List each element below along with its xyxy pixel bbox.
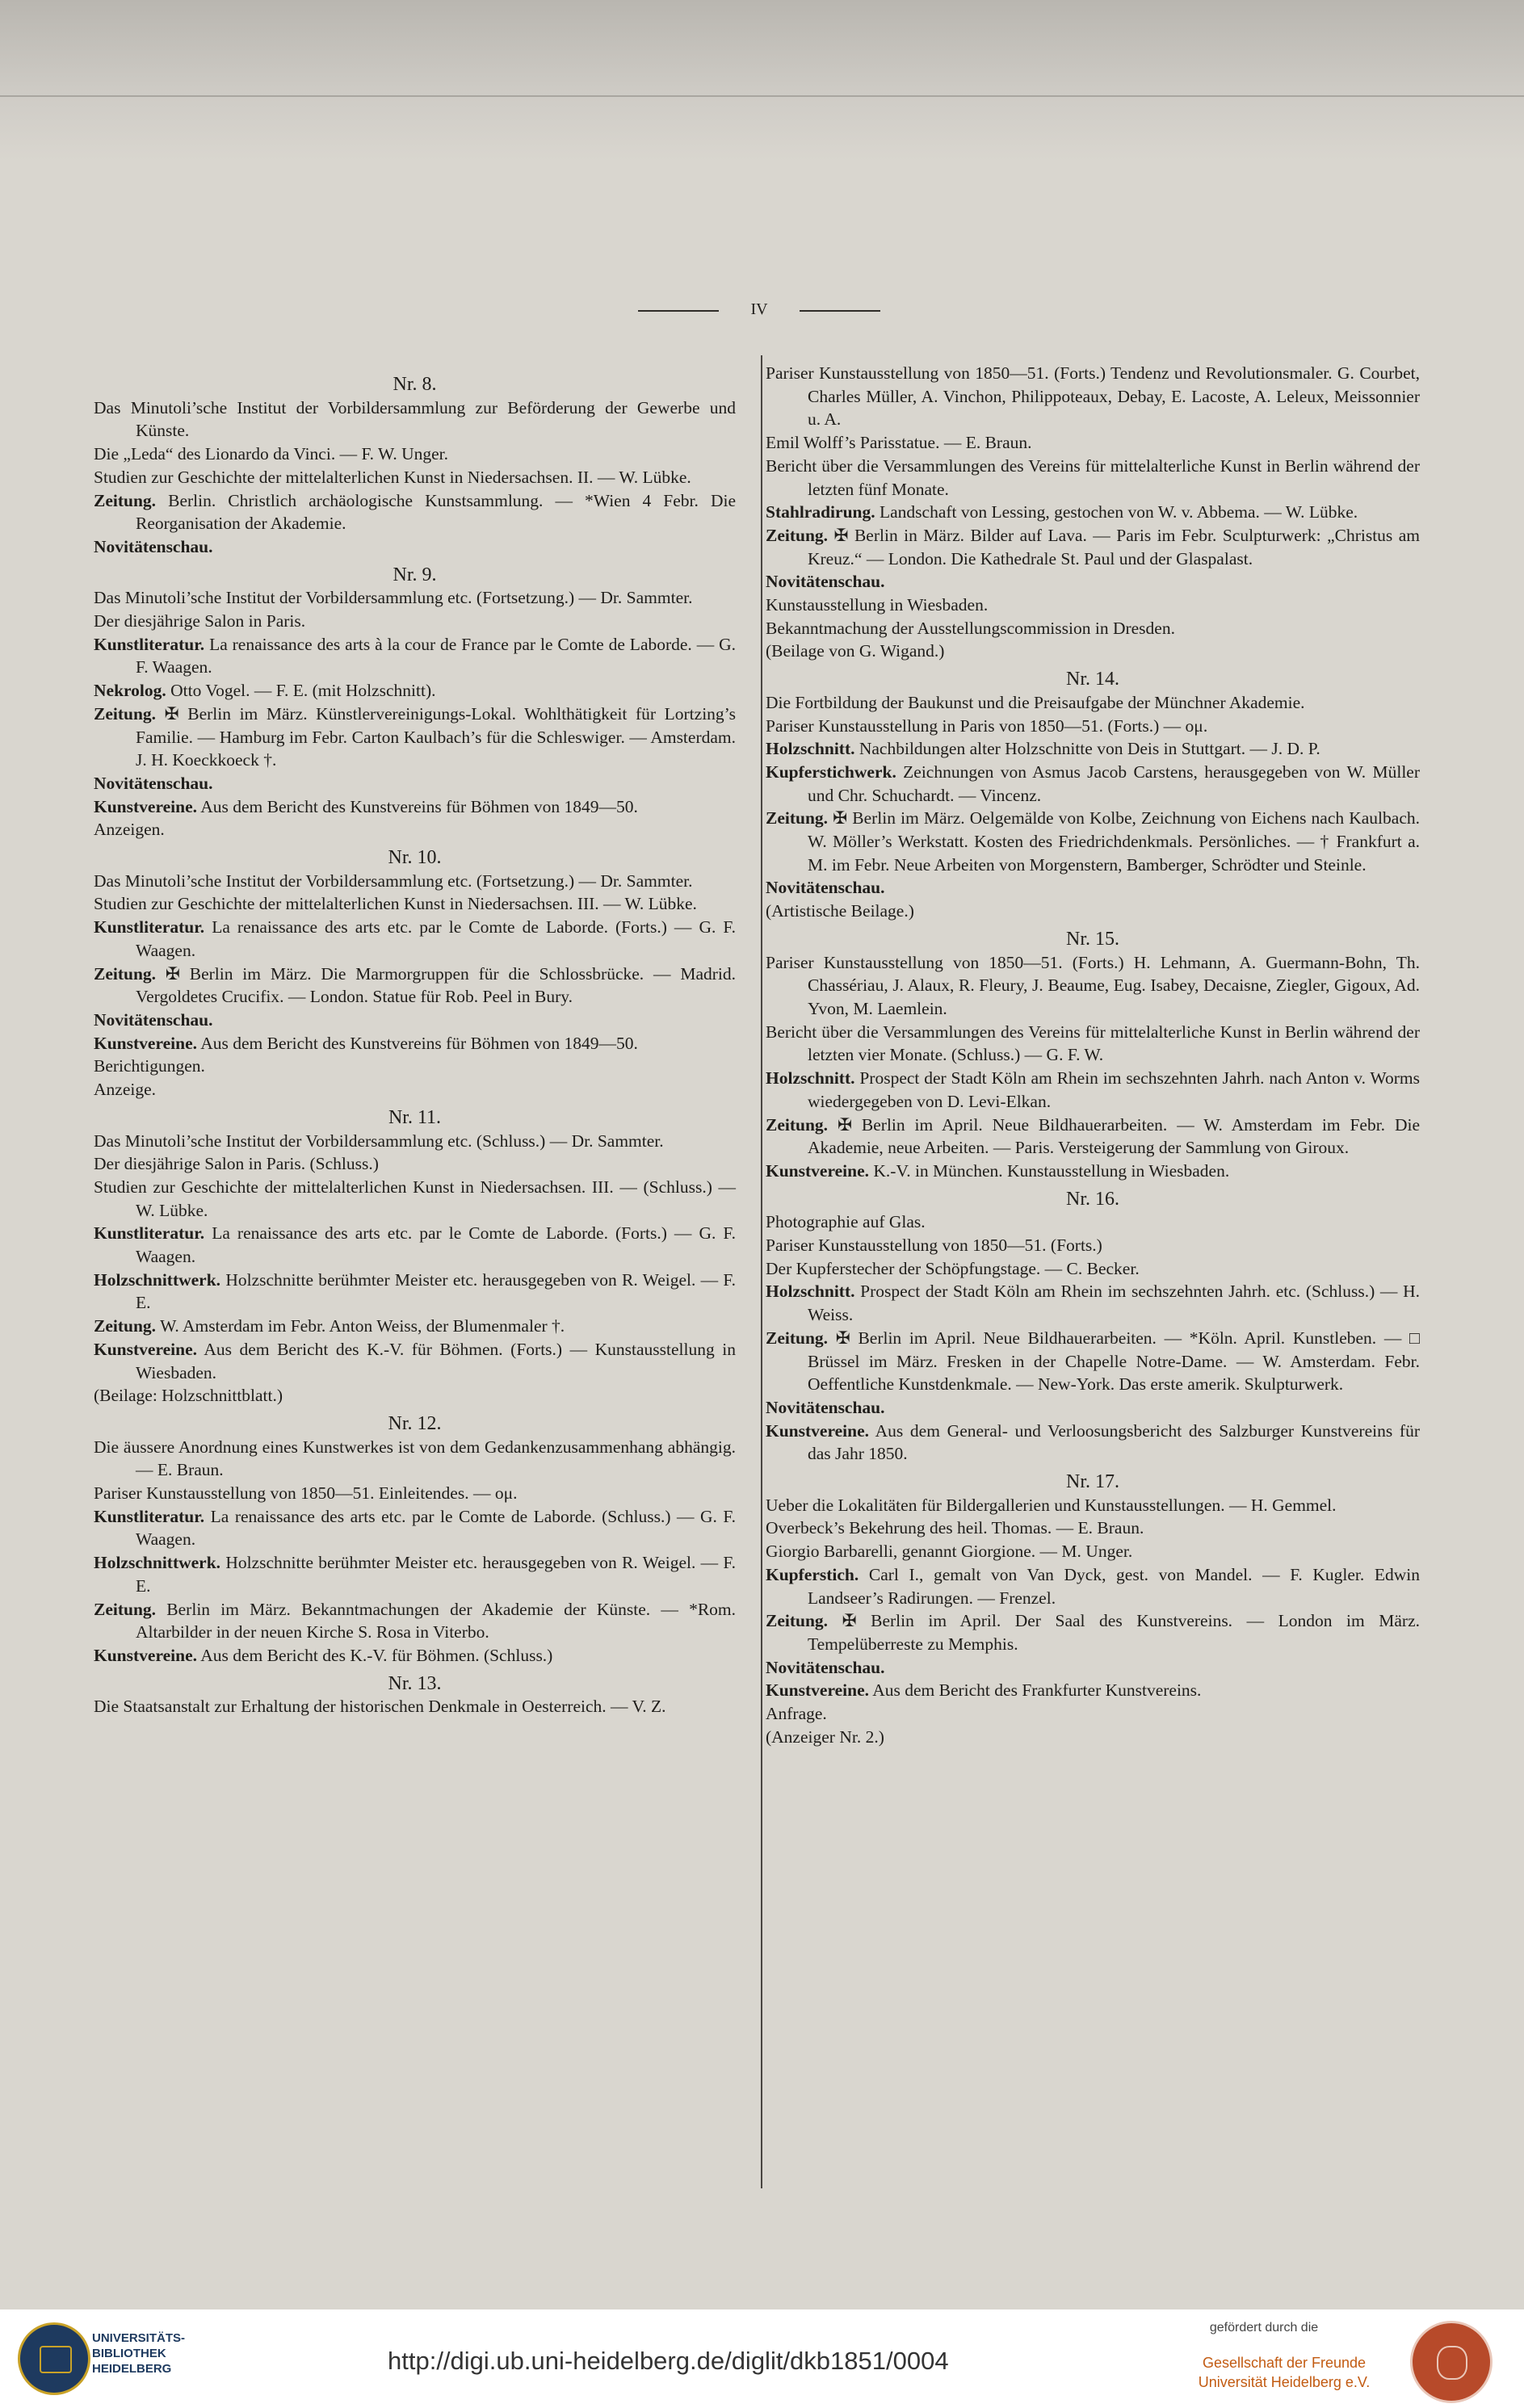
toc-entry bbox=[94, 1130, 736, 1153]
section-label: Zeitung. bbox=[766, 808, 829, 829]
entry-text: W. Amsterdam im Febr. Anton Weiss, der Blumenmaler †. bbox=[160, 1316, 565, 1336]
toc-entry bbox=[766, 524, 1420, 570]
section-label: Kunstvereine. bbox=[766, 1420, 870, 1441]
library-name bbox=[92, 2330, 185, 2377]
toc-entry bbox=[766, 1540, 1420, 1563]
entry-text: Emil Wolff’s Parisstatue. — E. Braun. bbox=[766, 433, 1032, 453]
toc-entry bbox=[766, 640, 1420, 663]
toc-entry bbox=[766, 1021, 1420, 1067]
page-top-edge bbox=[0, 0, 1524, 162]
toc-entry bbox=[94, 1032, 736, 1055]
entry-text: Die äussere Anordnung eines Kunstwerkes ist von dem Gedankenzusammenhang abhängig. — E. Braun. bbox=[94, 1437, 736, 1480]
toc-entry bbox=[94, 466, 736, 489]
entry-text: La renaissance des arts etc. par le Comte de Laborde. (Forts.) — G. F. Waagen. bbox=[136, 1223, 736, 1267]
toc-entry bbox=[766, 1280, 1420, 1326]
entry-text: ✠ Berlin im April. Neue Bildhauerarbeiten. — W. Amsterdam im Febr. Die Akademie, neue Arbeiten. — Paris. Versteigerung der Sammlung von Giroux. bbox=[808, 1114, 1421, 1158]
entry-text: Pariser Kunstausstellung in Paris von 1850—51. (Forts.) — ομ. bbox=[766, 715, 1208, 736]
entry-text: ✠ Berlin im März. Oelgemälde von Kolbe, Zeichnung von Eichens nach Kaulbach. W. Möller’s Werkstatt. Kosten des Friedrichdenkmals. Persönliches. — † Frankfurt a. M. im Febr. Neue Arbeiten von Morgenstern, Bamberger, Schrödter und Steinle. bbox=[808, 808, 1420, 875]
entry-text: Zeichnungen von Asmus Jacob Carstens, herausgegeben von W. Müller und Chr. Schuchardt. — Vincenz. bbox=[808, 761, 1420, 805]
entry-text: Studien zur Geschichte der mittelalterlichen Kunst in Niedersachsen. III. — (Schluss.) — W. Lübke. bbox=[94, 1177, 736, 1220]
toc-entry bbox=[94, 1078, 736, 1101]
entry-text: Prospect der Stadt Köln am Rhein im sechszehnten Jahrh. nach Anton v. Worms wiedergegeben von D. Levi-Elkan. bbox=[808, 1068, 1421, 1111]
entry-text: Bekanntmachung der Ausstellungscommission in Dresden. bbox=[766, 618, 1175, 638]
section-label: Zeitung. bbox=[94, 1599, 157, 1619]
library-name-line: HEIDELBERG bbox=[92, 2362, 172, 2376]
toc-entry bbox=[94, 772, 736, 795]
entry-text: Overbeck’s Bekehrung des heil. Thomas. — E. Braun. bbox=[766, 1518, 1144, 1538]
toc-entry bbox=[766, 1609, 1420, 1655]
toc-entry bbox=[94, 535, 736, 559]
entry-text: Pariser Kunstausstellung von 1850—51. (Forts.) H. Lehmann, A. Guermann-Bohn, Th. Chassériau, J. Alaux, R. Fleury, J. Beaume, Eug. Isabey, Decaisne, Ziegler, Gigoux, Ad. Yvon, M. Laemlein. bbox=[766, 952, 1420, 1018]
entry-text: Ueber die Lokalitäten für Bildergallerien und Kunstausstellungen. — H. Gemmel. bbox=[766, 1495, 1337, 1515]
right-column bbox=[766, 362, 1420, 1748]
toc-entry bbox=[766, 594, 1420, 617]
toc-entry bbox=[766, 455, 1420, 501]
library-name-line: UNIVERSITÄTS- bbox=[92, 2331, 186, 2345]
section-label: Novitätenschau. bbox=[766, 1397, 885, 1417]
entry-text: La renaissance des arts etc. par le Comte de Laborde. (Forts.) — G. F. Waagen. bbox=[136, 917, 736, 960]
section-label: Novitätenschau. bbox=[94, 1009, 213, 1030]
issue-heading: Nr. 14. bbox=[1066, 669, 1119, 690]
entry-text: Das Minutoli’sche Institut der Vorbildersammlung etc. (Schluss.) — Dr. Sammter. bbox=[94, 1131, 664, 1151]
column-divider bbox=[761, 355, 762, 2188]
entry-text: (Beilage von G. Wigand.) bbox=[766, 641, 945, 661]
sponsor-name bbox=[1179, 2353, 1389, 2392]
footer-bar bbox=[0, 2309, 1524, 2408]
toc-entry bbox=[94, 1598, 736, 1644]
toc-entry bbox=[766, 761, 1420, 807]
fold-line bbox=[0, 95, 1524, 97]
toc-entry bbox=[94, 870, 736, 893]
entry-text: ✠ Berlin im April. Neue Bildhauerarbeiten. — *Köln. April. Kunstleben. — □ Brüssel im März. Fresken in der Chapelle Notre-Dame. — W. Amsterdam. Febr. Oeffentliche Kunstdenkmale. — New-York. Das erste amerik. Skulpturwerk. bbox=[808, 1328, 1421, 1395]
entry-text: Aus dem Bericht des K.-V. für Böhmen. (Forts.) — Kunstausstellung in Wiesbaden. bbox=[136, 1339, 736, 1382]
section-label: Kunstliteratur. bbox=[94, 917, 205, 938]
entry-text: Holzschnitte berühmter Meister etc. herausgegeben von R. Weigel. — F. E. bbox=[136, 1269, 736, 1313]
entry-text: (Artistische Beilage.) bbox=[766, 901, 914, 921]
entry-text: Aus dem General- und Verloosungsbericht des Salzburger Kunstvereins für das Jahr 1850. bbox=[808, 1420, 1420, 1464]
toc-entry bbox=[94, 633, 736, 679]
toc-entry bbox=[94, 1695, 736, 1718]
section-label: Zeitung. bbox=[766, 1114, 829, 1135]
toc-entry bbox=[94, 703, 736, 772]
toc-entry bbox=[766, 431, 1420, 455]
issue-heading: Nr. 12. bbox=[388, 1412, 442, 1434]
section-label: Kunstliteratur. bbox=[94, 1506, 205, 1526]
entry-text: Giorgio Barbarelli, genannt Giorgione. — M. Unger. bbox=[766, 1542, 1133, 1562]
entry-text: Pariser Kunstausstellung von 1850—51. (Forts.) Tendenz und Revolutionsmaler. G. Courbet, Charles Müller, A. Vinchon, Philippoteaux, Debay, E. Lacoste, A. Leleux, Meissonnier u. A. bbox=[766, 363, 1420, 430]
sponsor-name-line: Gesellschaft der Freunde bbox=[1202, 2355, 1367, 2371]
toc-entry bbox=[94, 1055, 736, 1078]
entry-text: La renaissance des arts à la cour de France par le Comte de Laborde. — G. F. Waagen. bbox=[136, 634, 736, 678]
entry-text: Aus dem Bericht des Frankfurter Kunstvereins. bbox=[872, 1680, 1202, 1701]
entry-text: K.-V. in München. Kunstausstellung in Wiesbaden. bbox=[873, 1160, 1230, 1181]
section-label: Kunstliteratur. bbox=[94, 1223, 205, 1244]
toc-entry bbox=[766, 1257, 1420, 1281]
section-label: Kunstvereine. bbox=[766, 1680, 870, 1701]
toc-entry bbox=[766, 501, 1420, 524]
section-label: Holzschnittwerk. bbox=[94, 1269, 221, 1290]
entry-text: ✠ Berlin im März. Künstlervereinigungs-Lokal. Wohlthätigkeit für Lortzing’s Familie. — Hamburg im Febr. Carton Kaulbach’s für die Schleswiger. — Amsterdam. J. H. Koeckkoeck †. bbox=[136, 703, 737, 770]
issue-heading: Nr. 10. bbox=[388, 847, 442, 869]
issue-heading: Nr. 13. bbox=[388, 1672, 442, 1694]
toc-entry bbox=[766, 1210, 1420, 1234]
entry-text: Aus dem Bericht des K.-V. für Böhmen. (Schluss.) bbox=[200, 1645, 553, 1665]
section-label: Kunstvereine. bbox=[94, 1645, 198, 1665]
toc-entry bbox=[94, 443, 736, 466]
section-label: Holzschnitt. bbox=[766, 739, 855, 759]
entry-text: Die Staatsanstalt zur Erhaltung der historischen Denkmale in Oesterreich. — V. Z. bbox=[94, 1697, 666, 1717]
section-label: Zeitung. bbox=[94, 1316, 157, 1336]
entry-text: Bericht über die Versammlungen des Vereins für mittelalterliche Kunst in Berlin während der letzten vier Monate. (Schluss.) — G. F. W. bbox=[766, 1022, 1420, 1065]
toc-entry bbox=[94, 916, 736, 962]
toc-entry bbox=[94, 1505, 736, 1551]
entry-text: Carl I., gemalt von Van Dyck, gest. von Mandel. — F. Kugler. Edwin Landseer’s Radirungen. — Frenzel. bbox=[808, 1564, 1421, 1608]
issue-heading: Nr. 8. bbox=[393, 374, 437, 395]
section-label: Kunstvereine. bbox=[94, 1033, 198, 1053]
section-label: Zeitung. bbox=[94, 703, 157, 724]
page-number-roman: IV bbox=[638, 300, 880, 319]
entry-text: (Beilage: Holzschnittblatt.) bbox=[94, 1386, 283, 1406]
entry-text: La renaissance des arts etc. par le Comte de Laborde. (Schluss.) — G. F. Waagen. bbox=[136, 1506, 736, 1550]
entry-text: Bericht über die Versammlungen des Vereins für mittelalterliche Kunst in Berlin während der letzten fünf Monate. bbox=[766, 455, 1420, 499]
section-label: Novitätenschau. bbox=[94, 773, 213, 793]
entry-text: Holzschnitte berühmter Meister etc. herausgegeben von R. Weigel. — F. E. bbox=[136, 1553, 736, 1596]
entry-text: Der diesjährige Salon in Paris. (Schluss.) bbox=[94, 1154, 379, 1174]
issue-heading: Nr. 15. bbox=[1066, 928, 1119, 950]
entry-text: Der diesjährige Salon in Paris. bbox=[94, 611, 306, 631]
sponsor-caption: gefördert durch die bbox=[1209, 2321, 1319, 2335]
toc-entry bbox=[766, 1517, 1420, 1540]
issue-heading: Nr. 16. bbox=[1066, 1188, 1119, 1210]
toc-entry bbox=[94, 1152, 736, 1176]
toc-entry bbox=[94, 1338, 736, 1384]
entry-text: Das Minutoli’sche Institut der Vorbildersammlung etc. (Fortsetzung.) — Dr. Sammter. bbox=[94, 588, 693, 608]
entry-text: Prospect der Stadt Köln am Rhein im sechszehnten Jahrh. etc. (Schluss.) — H. Weiss. bbox=[808, 1282, 1420, 1325]
toc-entry bbox=[766, 1726, 1420, 1749]
section-label: Kupferstichwerk. bbox=[766, 761, 896, 782]
section-label: Holzschnitt. bbox=[766, 1068, 855, 1089]
toc-entry bbox=[766, 876, 1420, 900]
toc-entry bbox=[94, 1222, 736, 1268]
entry-text: Photographie auf Glas. bbox=[766, 1212, 926, 1232]
toc-entry bbox=[766, 1114, 1420, 1160]
toc-entry bbox=[766, 1563, 1420, 1609]
entry-text: Die Fortbildung der Baukunst und die Preisaufgabe der Münchner Akademie. bbox=[766, 692, 1305, 712]
entry-text: ✠ Berlin im April. Der Saal des Kunstvereins. — London im März. Tempelüberreste zu Memphis. bbox=[808, 1611, 1420, 1654]
section-label: Holzschnitt. bbox=[766, 1282, 855, 1302]
section-label: Zeitung. bbox=[766, 1328, 829, 1348]
toc-entry bbox=[766, 900, 1420, 923]
entry-text: Der Kupferstecher der Schöpfungstage. — C. Becker. bbox=[766, 1258, 1140, 1278]
entry-text: Studien zur Geschichte der mittelalterlichen Kunst in Niedersachsen. III. — W. Lübke. bbox=[94, 894, 697, 914]
university-seal-icon bbox=[1410, 2321, 1493, 2403]
toc-entry bbox=[94, 795, 736, 819]
toc-entry bbox=[94, 610, 736, 633]
toc-entry bbox=[94, 1551, 736, 1597]
toc-entry bbox=[94, 1009, 736, 1032]
entry-text: Berichtigungen. bbox=[94, 1056, 205, 1076]
toc-entry bbox=[766, 1067, 1420, 1113]
section-label: Stahlradirung. bbox=[766, 502, 875, 522]
issue-heading: Nr. 9. bbox=[393, 564, 437, 585]
entry-text: ✠ Berlin im März. Die Marmorgruppen für die Schlossbrücke. — Madrid. Vergoldetes Crucifix. — London. Statue für Rob. Peel in Bury. bbox=[136, 963, 736, 1007]
entry-text: Anfrage. bbox=[766, 1704, 827, 1724]
toc-entry bbox=[94, 1176, 736, 1222]
entry-text: Kunstausstellung in Wiesbaden. bbox=[766, 595, 989, 615]
section-label: Novitätenschau. bbox=[766, 572, 885, 592]
entry-text: Landschaft von Lessing, gestochen von W. v. Abbema. — W. Lübke. bbox=[879, 502, 1358, 522]
university-library-seal-icon bbox=[18, 2322, 90, 2395]
section-label: Kunstliteratur. bbox=[94, 634, 205, 654]
section-label: Novitätenschau. bbox=[94, 536, 213, 556]
toc-entry bbox=[94, 489, 736, 535]
entry-text: Berlin im März. Bekanntmachungen der Akademie der Künste. — *Rom. Altarbilder in der neuen Kirche S. Rosa in Viterbo. bbox=[136, 1599, 737, 1642]
toc-entry bbox=[94, 963, 736, 1009]
toc-entry bbox=[766, 617, 1420, 640]
toc-entry bbox=[94, 892, 736, 916]
toc-entry bbox=[766, 1396, 1420, 1420]
issue-heading: Nr. 11. bbox=[388, 1106, 442, 1128]
toc-entry bbox=[94, 1482, 736, 1505]
entry-text: Das Minutoli’sche Institut der Vorbildersammlung zur Beförderung der Gewerbe und Künste. bbox=[94, 397, 736, 441]
toc-entry bbox=[766, 807, 1420, 876]
toc-entry bbox=[94, 586, 736, 610]
toc-entry bbox=[766, 951, 1420, 1021]
section-label: Kupferstich. bbox=[766, 1564, 859, 1584]
toc-entry bbox=[766, 1656, 1420, 1680]
toc-entry bbox=[94, 818, 736, 841]
section-label: Novitätenschau. bbox=[766, 878, 885, 898]
section-label: Kunstvereine. bbox=[94, 796, 198, 816]
entry-text: Das Minutoli’sche Institut der Vorbildersammlung etc. (Fortsetzung.) — Dr. Sammter. bbox=[94, 870, 693, 891]
section-label: Zeitung. bbox=[94, 963, 157, 984]
entry-text: Aus dem Bericht des Kunstvereins für Böhmen von 1849—50. bbox=[200, 1033, 638, 1053]
issue-heading: Nr. 17. bbox=[1066, 1471, 1119, 1493]
toc-entry bbox=[766, 1327, 1420, 1396]
toc-entry bbox=[766, 737, 1420, 761]
entry-text: Pariser Kunstausstellung von 1850—51. Einleitendes. — ομ. bbox=[94, 1483, 518, 1504]
toc-entry bbox=[94, 1436, 736, 1482]
section-label: Zeitung. bbox=[766, 1611, 829, 1631]
left-column bbox=[94, 368, 736, 1718]
toc-entry bbox=[94, 679, 736, 703]
toc-entry bbox=[766, 1679, 1420, 1702]
section-label: Kunstvereine. bbox=[766, 1160, 870, 1181]
toc-entry bbox=[766, 1234, 1420, 1257]
library-name-line: BIBLIOTHEK bbox=[92, 2347, 166, 2360]
entry-text: Die „Leda“ des Lionardo da Vinci. — F. W. Unger. bbox=[94, 444, 449, 464]
toc-entry bbox=[766, 1160, 1420, 1183]
toc-entry bbox=[766, 1494, 1420, 1517]
entry-text: (Anzeiger Nr. 2.) bbox=[766, 1726, 884, 1747]
entry-text: ✠ Berlin in März. Bilder auf Lava. — Paris im Febr. Sculpturwerk: „Christus am Kreuz.“ — London. Die Kathedrale St. Paul und der Glaspalast. bbox=[808, 525, 1421, 568]
section-label: Zeitung. bbox=[94, 490, 157, 510]
toc-entry bbox=[94, 1269, 736, 1315]
entry-text: Berlin. Christlich archäologische Kunstsammlung. — *Wien 4 Febr. Die Reorganisation der Akademie. bbox=[136, 490, 736, 534]
section-label: Zeitung. bbox=[766, 525, 829, 545]
entry-text: Anzeigen. bbox=[94, 820, 165, 840]
permalink-url[interactable]: http://digi.ub.uni-heidelberg.de/diglit/dkb1851/0004 bbox=[388, 2347, 949, 2375]
entry-text: Anzeige. bbox=[94, 1080, 157, 1100]
entry-text: Pariser Kunstausstellung von 1850—51. (Forts.) bbox=[766, 1235, 1102, 1256]
toc-entry bbox=[766, 570, 1420, 594]
toc-entry bbox=[94, 396, 736, 443]
toc-entry bbox=[766, 362, 1420, 431]
sponsor-name-line: Universität Heidelberg e.V. bbox=[1198, 2374, 1371, 2390]
section-label: Kunstvereine. bbox=[94, 1339, 198, 1359]
section-label: Nekrolog. bbox=[94, 681, 166, 701]
toc-entry bbox=[766, 715, 1420, 738]
entry-text: Aus dem Bericht des Kunstvereins für Böhmen von 1849—50. bbox=[200, 796, 638, 816]
toc-entry bbox=[766, 691, 1420, 715]
toc-entry bbox=[94, 1315, 736, 1338]
toc-entry bbox=[766, 1420, 1420, 1466]
toc-entry bbox=[766, 1702, 1420, 1726]
toc-entry bbox=[94, 1384, 736, 1407]
entry-text: Studien zur Geschichte der mittelalterlichen Kunst in Niedersachsen. II. — W. Lübke. bbox=[94, 467, 691, 487]
entry-text: Otto Vogel. — F. E. (mit Holzschnitt). bbox=[170, 681, 436, 701]
entry-text: Nachbildungen alter Holzschnitte von Deis in Stuttgart. — J. D. P. bbox=[859, 739, 1320, 759]
section-label: Novitätenschau. bbox=[766, 1657, 885, 1677]
toc-entry bbox=[94, 1644, 736, 1668]
section-label: Holzschnittwerk. bbox=[94, 1553, 221, 1573]
